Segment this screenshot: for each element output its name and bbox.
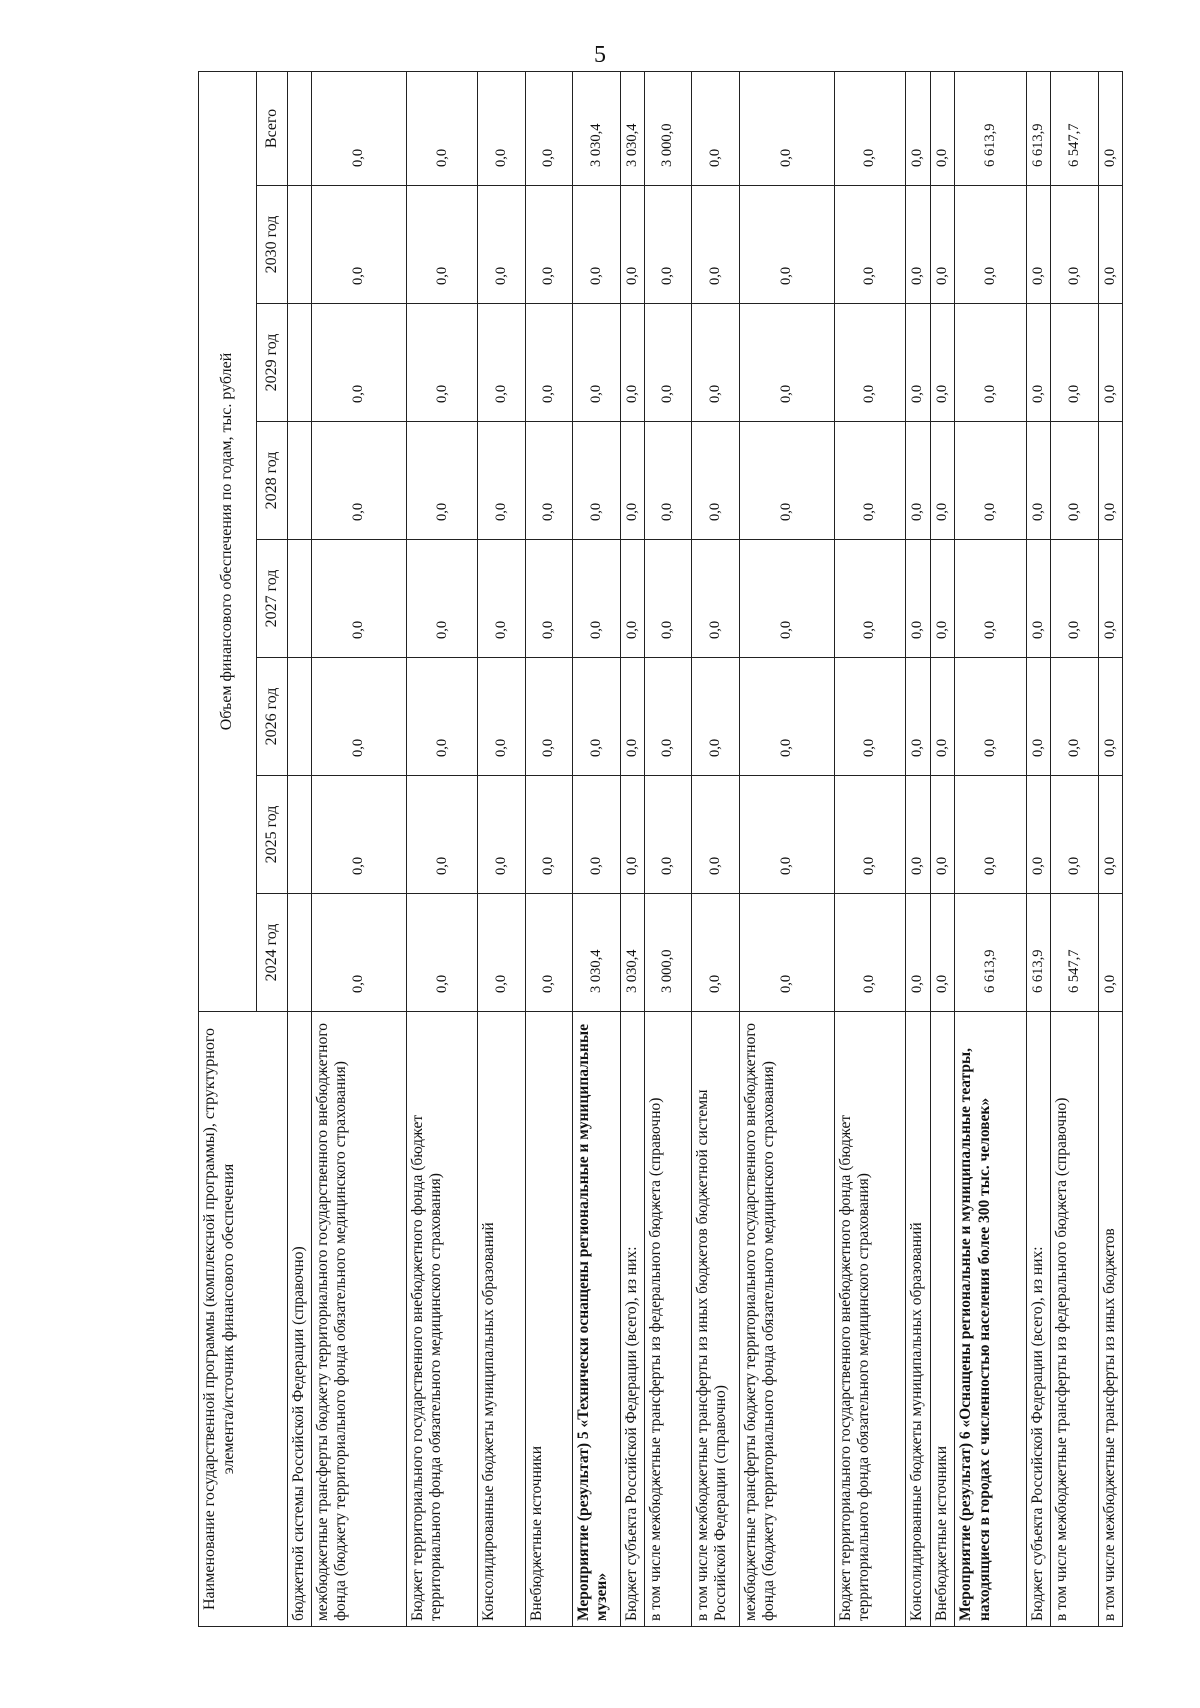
row-year-value: 0,0 xyxy=(834,186,905,304)
row-name: Консолидированные бюджеты муниципальных образований xyxy=(905,1012,930,1627)
row-name: бюджетной системы Российской Федерации (справочно) xyxy=(288,1012,312,1627)
row-year-value: 0,0 xyxy=(525,776,573,894)
row-year-value: 0,0 xyxy=(739,894,834,1012)
row-name: Бюджет территориального государственного внебюджетного фонда (бюджет территориального фонда обязательного медицинского страхования) xyxy=(834,1012,905,1627)
row-year-value: 0,0 xyxy=(406,304,477,422)
row-year-value: 0,0 xyxy=(955,540,1026,658)
row-year-value: 0,0 xyxy=(1051,422,1099,540)
year-header: 2028 год xyxy=(257,422,288,540)
table-row xyxy=(311,71,406,1626)
row-total-value xyxy=(288,71,312,185)
row-year-value: 0,0 xyxy=(620,422,644,540)
row-year-value: 0,0 xyxy=(525,540,573,658)
row-total-value: 3 030,4 xyxy=(573,71,621,185)
row-year-value: 0,0 xyxy=(478,658,526,776)
row-year-value: 0,0 xyxy=(1051,658,1099,776)
row-year-value: 0,0 xyxy=(478,776,526,894)
row-year-value: 0,0 xyxy=(311,894,406,1012)
row-year-value: 0,0 xyxy=(930,186,955,304)
row-year-value: 0,0 xyxy=(692,540,740,658)
year-header: 2027 год xyxy=(257,540,288,658)
year-header: 2030 год xyxy=(257,186,288,304)
table-row xyxy=(620,71,644,1626)
row-year-value: 0,0 xyxy=(311,658,406,776)
row-year-value: 0,0 xyxy=(692,304,740,422)
row-year-value: 0,0 xyxy=(1026,186,1051,304)
row-year-value: 0,0 xyxy=(930,658,955,776)
table-row xyxy=(955,71,1026,1626)
row-year-value: 0,0 xyxy=(692,894,740,1012)
row-year-value: 0,0 xyxy=(573,186,621,304)
row-year-value xyxy=(288,776,312,894)
table-row xyxy=(1026,71,1051,1626)
row-year-value: 0,0 xyxy=(573,304,621,422)
row-year-value: 0,0 xyxy=(834,304,905,422)
row-year-value: 0,0 xyxy=(692,422,740,540)
row-year-value: 0,0 xyxy=(525,658,573,776)
row-year-value: 0,0 xyxy=(692,776,740,894)
row-year-value: 0,0 xyxy=(905,540,930,658)
row-year-value: 0,0 xyxy=(1098,422,1122,540)
row-year-value xyxy=(288,186,312,304)
row-year-value: 6 613,9 xyxy=(1026,894,1051,1012)
row-year-value: 0,0 xyxy=(620,186,644,304)
row-year-value: 0,0 xyxy=(525,422,573,540)
row-year-value: 0,0 xyxy=(1098,186,1122,304)
row-year-value: 0,0 xyxy=(1098,776,1122,894)
row-name: в том числе межбюджетные трансферты из иных бюджетов бюджетной системы Российской Федерации (справочно) xyxy=(692,1012,740,1627)
row-year-value xyxy=(288,422,312,540)
row-year-value: 3 000,0 xyxy=(644,894,692,1012)
row-year-value: 0,0 xyxy=(311,304,406,422)
row-name: в том числе межбюджетные трансферты из федерального бюджета (справочно) xyxy=(1051,1012,1099,1627)
row-year-value: 0,0 xyxy=(905,186,930,304)
row-year-value: 0,0 xyxy=(478,540,526,658)
row-year-value: 0,0 xyxy=(573,540,621,658)
row-year-value: 0,0 xyxy=(1026,776,1051,894)
row-year-value: 0,0 xyxy=(905,304,930,422)
year-header: 2025 год xyxy=(257,776,288,894)
row-year-value: 0,0 xyxy=(620,658,644,776)
table-row xyxy=(288,71,312,1626)
row-year-value: 0,0 xyxy=(955,776,1026,894)
row-total-value: 0,0 xyxy=(478,71,526,185)
financing-table-rotated xyxy=(198,72,1123,1627)
row-name: Консолидированные бюджеты муниципальных образований xyxy=(478,1012,526,1627)
row-year-value: 0,0 xyxy=(692,186,740,304)
row-name: Мероприятие (результат) 5 «Технически оснащены региональные и муниципальные музеи» xyxy=(573,1012,621,1627)
row-year-value: 0,0 xyxy=(955,186,1026,304)
row-year-value: 0,0 xyxy=(1051,304,1099,422)
row-name: Внебюджетные источники xyxy=(930,1012,955,1627)
row-year-value: 6 613,9 xyxy=(955,894,1026,1012)
row-total-value: 0,0 xyxy=(930,71,955,185)
row-year-value: 0,0 xyxy=(644,422,692,540)
row-total-value: 6 613,9 xyxy=(955,71,1026,185)
row-year-value: 0,0 xyxy=(1026,422,1051,540)
row-year-value: 0,0 xyxy=(620,304,644,422)
row-year-value: 0,0 xyxy=(930,776,955,894)
row-year-value: 0,0 xyxy=(834,422,905,540)
row-year-value: 0,0 xyxy=(1098,894,1122,1012)
row-name: межбюджетные трансферты бюджету территориального государственного внебюджетного фонда (бюджету территориального фонда обязательного медицинского страхования) xyxy=(311,1012,406,1627)
column-header-volume: Объем финансового обеспечения по годам, тыс. рублей xyxy=(199,71,257,1011)
row-year-value: 0,0 xyxy=(905,776,930,894)
table-row xyxy=(406,71,477,1626)
row-year-value: 0,0 xyxy=(478,186,526,304)
table-row xyxy=(930,71,955,1626)
row-year-value xyxy=(288,304,312,422)
row-total-value: 3 030,4 xyxy=(620,71,644,185)
row-year-value xyxy=(288,894,312,1012)
row-year-value: 0,0 xyxy=(406,776,477,894)
row-year-value: 0,0 xyxy=(573,658,621,776)
row-year-value: 0,0 xyxy=(930,540,955,658)
row-year-value xyxy=(288,658,312,776)
total-header: Всего xyxy=(257,71,288,185)
row-year-value: 0,0 xyxy=(1098,540,1122,658)
row-name: Бюджет территориального государственного внебюджетного фонда (бюджет территориального фонда обязательного медицинского страхования) xyxy=(406,1012,477,1627)
row-year-value: 0,0 xyxy=(834,894,905,1012)
row-year-value: 0,0 xyxy=(644,540,692,658)
row-year-value: 0,0 xyxy=(406,186,477,304)
row-year-value: 0,0 xyxy=(478,304,526,422)
financing-table xyxy=(198,71,1123,1627)
row-total-value: 0,0 xyxy=(692,71,740,185)
row-year-value: 0,0 xyxy=(739,422,834,540)
row-year-value: 0,0 xyxy=(620,540,644,658)
row-year-value: 0,0 xyxy=(739,186,834,304)
column-header-name: Наименование государственной программы (комплексной программы), структурного элемента/источник финансового обеспечения xyxy=(199,1012,288,1627)
row-total-value: 6 547,7 xyxy=(1051,71,1099,185)
row-year-value: 0,0 xyxy=(406,540,477,658)
row-total-value: 0,0 xyxy=(1098,71,1122,185)
row-year-value: 0,0 xyxy=(311,186,406,304)
row-year-value: 0,0 xyxy=(525,894,573,1012)
row-year-value: 0,0 xyxy=(739,776,834,894)
year-header: 2026 год xyxy=(257,658,288,776)
row-year-value: 3 030,4 xyxy=(620,894,644,1012)
row-year-value: 0,0 xyxy=(644,186,692,304)
row-year-value: 0,0 xyxy=(930,894,955,1012)
row-year-value: 0,0 xyxy=(478,894,526,1012)
row-year-value: 0,0 xyxy=(478,422,526,540)
row-year-value: 0,0 xyxy=(955,658,1026,776)
table-row xyxy=(905,71,930,1626)
table-row xyxy=(1098,71,1122,1626)
row-year-value: 0,0 xyxy=(620,776,644,894)
table-row xyxy=(573,71,621,1626)
row-year-value xyxy=(288,540,312,658)
row-name: межбюджетные трансферты бюджету территориального государственного внебюджетного фонда (бюджету территориального фонда обязательного медицинского страхования) xyxy=(739,1012,834,1627)
row-year-value: 0,0 xyxy=(1026,540,1051,658)
table-row xyxy=(525,71,573,1626)
row-year-value: 0,0 xyxy=(955,422,1026,540)
row-total-value: 0,0 xyxy=(739,71,834,185)
table-row xyxy=(478,71,526,1626)
table-row xyxy=(692,71,740,1626)
table-row xyxy=(1051,71,1099,1626)
row-year-value: 0,0 xyxy=(930,422,955,540)
row-year-value: 0,0 xyxy=(644,304,692,422)
row-name: Мероприятие (результат) 6 «Оснащены региональные и муниципальные театры, находящиеся в городах с численностью населения более 300 тыс. человек» xyxy=(955,1012,1026,1627)
row-year-value: 0,0 xyxy=(406,422,477,540)
row-name: Внебюджетные источники xyxy=(525,1012,573,1627)
row-total-value: 0,0 xyxy=(406,71,477,185)
row-year-value: 0,0 xyxy=(1051,540,1099,658)
row-year-value: 0,0 xyxy=(1051,186,1099,304)
year-header: 2029 год xyxy=(257,304,288,422)
row-year-value: 0,0 xyxy=(905,894,930,1012)
row-name: Бюджет субъекта Российской Федерации (всего), из них: xyxy=(1026,1012,1051,1627)
row-year-value: 0,0 xyxy=(1026,658,1051,776)
row-year-value: 0,0 xyxy=(525,186,573,304)
row-year-value: 0,0 xyxy=(739,540,834,658)
row-year-value: 0,0 xyxy=(739,304,834,422)
row-year-value: 0,0 xyxy=(739,658,834,776)
row-total-value: 0,0 xyxy=(525,71,573,185)
row-year-value: 0,0 xyxy=(573,776,621,894)
row-year-value: 0,0 xyxy=(905,658,930,776)
row-year-value: 0,0 xyxy=(406,894,477,1012)
row-total-value: 6 613,9 xyxy=(1026,71,1051,185)
year-header: 2024 год xyxy=(257,894,288,1012)
row-name: в том числе межбюджетные трансферты из федерального бюджета (справочно) xyxy=(644,1012,692,1627)
row-total-value: 0,0 xyxy=(834,71,905,185)
row-year-value: 0,0 xyxy=(905,422,930,540)
row-year-value: 0,0 xyxy=(1026,304,1051,422)
table-row xyxy=(834,71,905,1626)
row-year-value: 0,0 xyxy=(573,422,621,540)
row-year-value: 0,0 xyxy=(930,304,955,422)
table-row xyxy=(644,71,692,1626)
row-year-value: 0,0 xyxy=(311,776,406,894)
row-year-value: 3 030,4 xyxy=(573,894,621,1012)
table-row xyxy=(739,71,834,1626)
row-year-value: 0,0 xyxy=(525,304,573,422)
row-year-value: 0,0 xyxy=(311,422,406,540)
row-total-value: 3 000,0 xyxy=(644,71,692,185)
row-name: Бюджет субъекта Российской Федерации (всего), из них: xyxy=(620,1012,644,1627)
row-year-value: 0,0 xyxy=(1051,776,1099,894)
row-total-value: 0,0 xyxy=(905,71,930,185)
row-year-value: 0,0 xyxy=(311,540,406,658)
row-year-value: 0,0 xyxy=(406,658,477,776)
row-name: в том числе межбюджетные трансферты из иных бюджетов xyxy=(1098,1012,1122,1627)
row-year-value: 0,0 xyxy=(1098,304,1122,422)
row-year-value: 0,0 xyxy=(834,776,905,894)
page-number: 5 xyxy=(594,42,606,68)
row-year-value: 0,0 xyxy=(692,658,740,776)
row-total-value: 0,0 xyxy=(311,71,406,185)
row-year-value: 0,0 xyxy=(834,658,905,776)
row-year-value: 0,0 xyxy=(834,540,905,658)
row-year-value: 6 547,7 xyxy=(1051,894,1099,1012)
row-year-value: 0,0 xyxy=(1098,658,1122,776)
row-year-value: 0,0 xyxy=(644,658,692,776)
row-year-value: 0,0 xyxy=(644,776,692,894)
row-year-value: 0,0 xyxy=(955,304,1026,422)
